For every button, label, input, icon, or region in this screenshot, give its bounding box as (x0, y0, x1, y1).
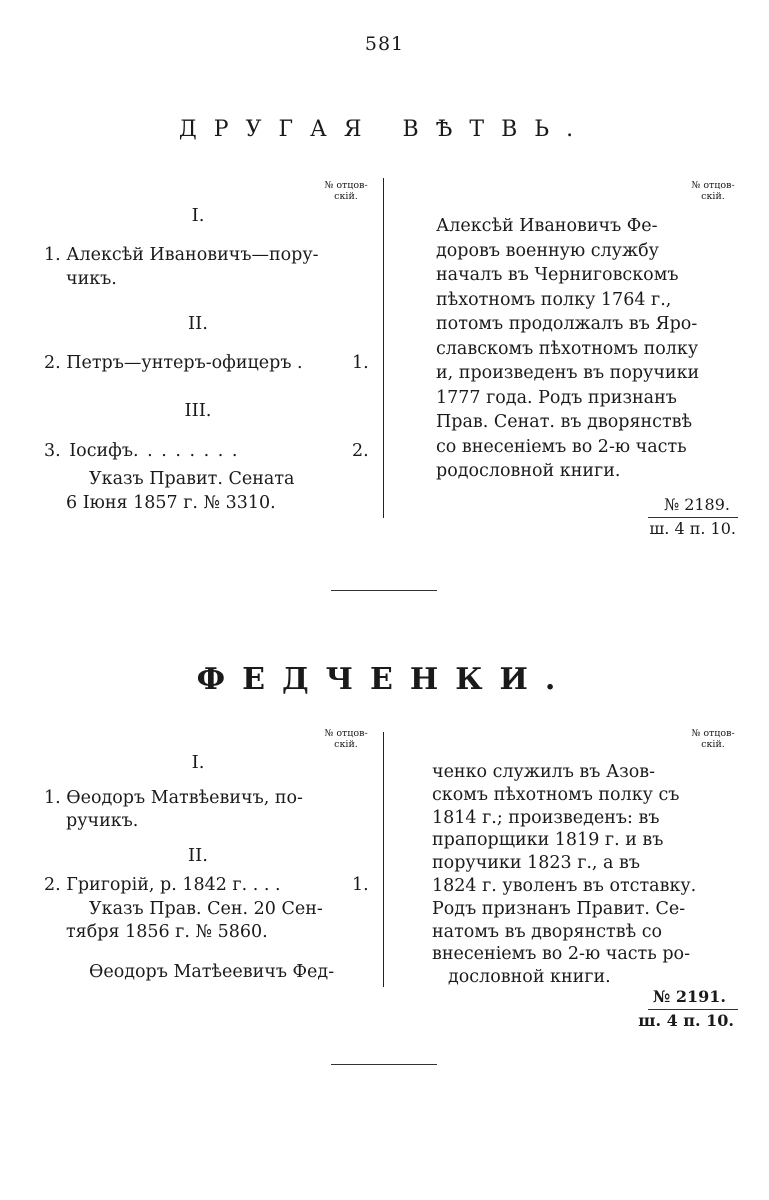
section-separator (331, 1064, 437, 1065)
column-header-left-line: скій. (334, 191, 358, 202)
bio-line-text: 1777 года. Родъ признанъ (436, 387, 677, 408)
column-divider (383, 178, 384, 518)
record-shelf: ш. 4 п. 10. (638, 1011, 734, 1030)
genealogy-entry: 2. Петръ—унтеръ-офицеръ . (44, 353, 303, 373)
bio-line-text: пѣхотномъ полку 1764 г., (436, 289, 672, 310)
bio-line (432, 808, 722, 831)
generation-heading: I. (191, 752, 205, 773)
record-number: № 2191. (652, 987, 726, 1006)
bio-line (436, 412, 722, 437)
father-ref: 2. (352, 441, 369, 461)
bio-line (432, 785, 722, 808)
generation-heading: II. (188, 313, 208, 334)
column-header-left (316, 180, 376, 202)
column-header-right-line: скій. (701, 739, 725, 750)
bio-line: дословной книги. (448, 967, 611, 988)
bio-line: родословной книги. (436, 461, 621, 481)
biography-text-start: Ѳеодоръ Матѣеевичъ Фед- (89, 962, 335, 982)
bio-line-text: и, произведенъ въ поручики (436, 363, 700, 383)
section-title-drugaya-vetv: ДРУГАЯ ВѢТВЬ. (178, 117, 591, 142)
record-shelf: ш. 4 п. 10. (649, 519, 736, 538)
biography-text (436, 241, 722, 486)
bio-line (436, 216, 722, 241)
bio-line (432, 762, 722, 785)
bio-line-text: Алексѣй Ивановичъ Фе- (436, 216, 658, 236)
decree-line (89, 899, 327, 919)
bio-line-text: началъ въ Черниговскомъ (436, 265, 679, 285)
bio-line (432, 922, 722, 945)
column-header-left (316, 728, 376, 750)
genealogy-entry-cont: ручикъ. (66, 811, 139, 831)
bio-line-text: со внесеніемъ во 2-ю часть (436, 436, 687, 457)
bio-line (432, 899, 722, 922)
page-number: 581 (364, 33, 405, 55)
bio-line-text: славскомъ пѣхотномъ полку (436, 338, 699, 359)
bio-line (432, 830, 722, 853)
section-title-fedchenki: ФЕДЧЕНКИ. (196, 662, 573, 697)
bio-line-text: потомъ продолжалъ въ Яро- (436, 314, 698, 334)
record-underline (648, 1009, 738, 1010)
decree-line (89, 469, 327, 489)
bio-line-text: поручики 1823 г., а въ (432, 853, 641, 874)
column-header-right-line: № отцов- (691, 180, 735, 191)
column-header-left-line: № отцов- (324, 728, 368, 739)
bio-line-text: ченко служилъ въ Азов- (432, 762, 656, 782)
column-header-left-line: № отцов- (324, 180, 368, 191)
bio-line (436, 363, 722, 388)
bio-line (432, 853, 722, 876)
bio-line-text: прапорщики 1819 г. и въ (432, 830, 664, 851)
genealogy-entry (44, 245, 330, 265)
bio-line-text: внесеніемъ во 2-ю часть ро- (432, 944, 690, 965)
father-ref: 1. (352, 875, 369, 895)
bio-line-text: 1824 г. уволенъ въ отставку. (432, 875, 697, 896)
column-header-right-line: № отцов- (691, 728, 735, 739)
section-separator (331, 590, 437, 591)
bio-line (436, 339, 722, 364)
bio-line (436, 290, 722, 315)
record-underline (648, 517, 738, 518)
column-header-right-line: скій. (701, 191, 725, 202)
bio-line (436, 241, 722, 266)
bio-line-text: Родъ признанъ Правит. Се- (432, 898, 686, 919)
bio-line (436, 314, 722, 339)
bio-line (436, 265, 722, 290)
genealogy-entry (44, 788, 330, 808)
column-header-right (683, 728, 743, 750)
genealogy-entry-cont: чикъ. (66, 269, 117, 289)
biography-text (436, 216, 722, 241)
bio-line (432, 876, 722, 899)
father-ref: 1. (352, 353, 369, 373)
genealogy-entry: 2. Григорій, р. 1842 г. . . . (44, 875, 281, 895)
entry-text: 1. Ѳеодоръ Матвѣевичъ, по- (44, 788, 303, 808)
column-header-left-line: скій. (334, 739, 358, 750)
bio-line-text: 1814 г.; произведенъ: въ (432, 807, 660, 828)
entry-text: 1. Алексѣй Ивановичъ—пору- (44, 245, 319, 265)
generation-heading: III. (184, 400, 212, 421)
bio-line (432, 944, 722, 967)
biography-text (432, 762, 722, 990)
record-number: № 2189. (663, 495, 730, 514)
genealogy-entry: 3. Іосифъ. . . . . . . . (44, 441, 238, 461)
bio-line-text: натомъ въ дворянствѣ со (432, 921, 663, 942)
bio-line-text: скомъ пѣхотномъ полку съ (432, 784, 680, 805)
column-divider (383, 732, 384, 987)
decree-line: тября 1856 г. № 5860. (66, 922, 268, 942)
generation-heading: I. (191, 205, 205, 226)
generation-heading: II. (188, 845, 208, 866)
bio-line (436, 388, 722, 413)
bio-line-text: доровъ военную службу (436, 240, 659, 261)
column-header-right (683, 180, 743, 202)
bio-line (436, 437, 722, 462)
decree-line: 6 Іюня 1857 г. № 3310. (66, 493, 276, 513)
decree-text: Указъ Прав. Сен. 20 Сен- (89, 899, 323, 919)
bio-line-text: Прав. Сенат. въ дворянствѣ (436, 412, 693, 432)
decree-text: Указъ Правит. Сената (89, 469, 295, 489)
